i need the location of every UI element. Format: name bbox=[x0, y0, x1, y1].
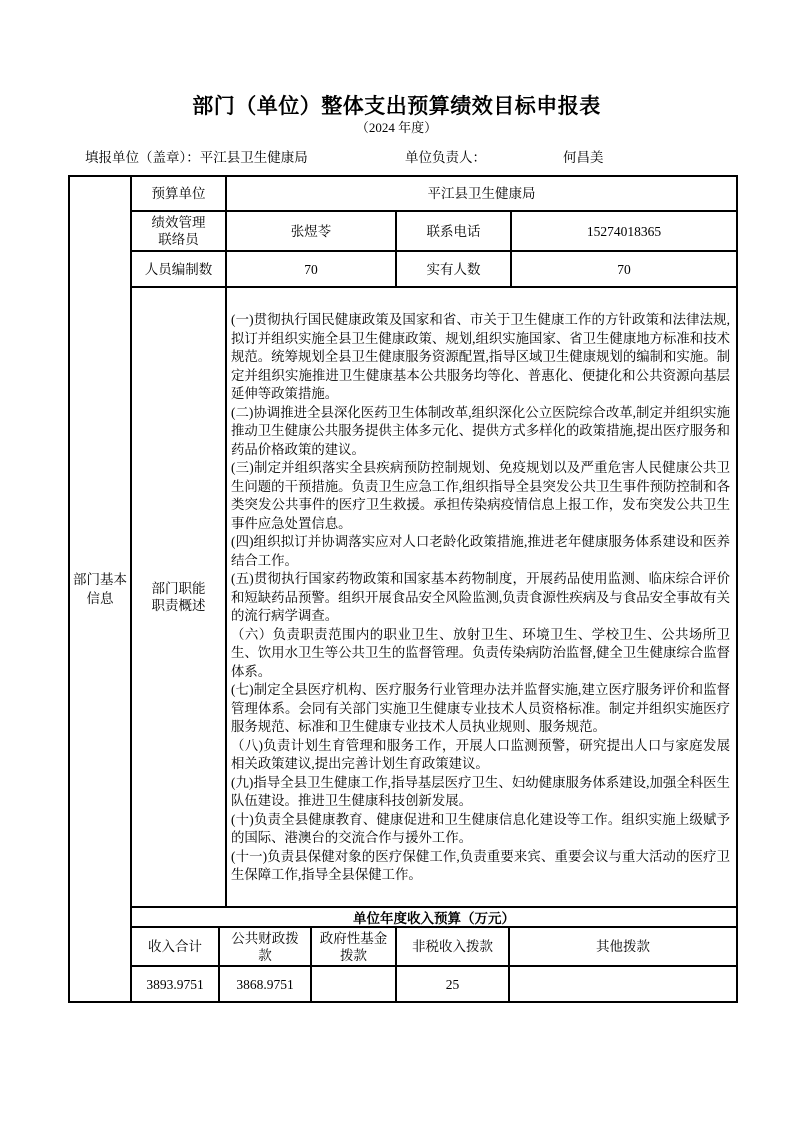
phone-label: 联系电话 bbox=[397, 212, 512, 250]
duties-paragraph: （六）负责职责范围内的职业卫生、放射卫生、环境卫生、学校卫生、公共场所卫生、饮用水卫生等公共卫生的监督管理。负责传染病防治监督,健全卫生健康综合监督体系。 bbox=[231, 626, 730, 679]
page-title: 部门（单位）整体支出预算绩效目标申报表 bbox=[192, 94, 601, 118]
fill-unit-label: 填报单位（盖章）： bbox=[85, 150, 200, 165]
income-section-header: 单位年度收入预算（万元） bbox=[132, 908, 736, 928]
phone-value: 15274018365 bbox=[586, 223, 662, 239]
table-row-staffing bbox=[132, 252, 736, 288]
table-row-budget-unit bbox=[132, 177, 736, 212]
income-column-headers bbox=[132, 928, 736, 967]
table-body bbox=[132, 177, 736, 1001]
liaison-label-text: 绩效管理联络员 bbox=[151, 215, 206, 247]
income-col-gov-fund: 政府性基金拨款 bbox=[312, 928, 397, 965]
income-public-finance-value: 3868.9751 bbox=[220, 967, 312, 1001]
page-subtitle: （2024 年度） bbox=[355, 120, 438, 135]
liaison-value: 张煜苓 bbox=[227, 212, 397, 250]
income-nontax-value: 25 bbox=[397, 967, 510, 1001]
liaison-label bbox=[132, 212, 227, 250]
duties-label bbox=[132, 288, 227, 906]
duties-paragraph: (三)制定并组织落实全县疾病预防控制规划、免疫规划以及严重危害人民健康公共卫生问题的干预措施。负责卫生应急工作,组织指导全县突发公共卫生事件预防控制和各类突发公共事件的医疗卫生救援。承担传染病疫情信息上报工作，发布突发公共卫生事件应急处置信息。 bbox=[231, 460, 730, 531]
form-table bbox=[68, 175, 738, 1003]
actual-staff-value: 70 bbox=[617, 261, 631, 277]
income-values-row bbox=[132, 967, 736, 1001]
income-col-public-finance: 公共财政拨款 bbox=[220, 928, 312, 965]
income-col-other: 其他拨款 bbox=[596, 939, 650, 954]
duties-paragraph: (二)协调推进全县深化医药卫生体制改革,组织深化公立医院综合改革,制定并组织实施推动卫生健康公共服务提供主体多元化、提供方式多样化的政策措施,提出医疗服务和药品价格政策的建议。 bbox=[231, 404, 730, 457]
duties-paragraph: (七)制定全县医疗机构、医疗服务行业管理办法并监督实施,建立医疗服务评价和监督管理体系。会同有关部门实施卫生健康专业技术人员资格标准。制定并组织实施医疗服务规范、标准和卫生健康专业技术人员执业规则、服务规范。 bbox=[231, 682, 730, 734]
duties-paragraph: (九)指导全县卫生健康工作,指导基层医疗卫生、妇幼健康服务体系建设,加强全科医生队伍建设。推进卫生健康科技创新发展。 bbox=[231, 774, 730, 808]
fill-unit bbox=[85, 146, 308, 166]
table-row-duties bbox=[132, 288, 736, 908]
responsible-value: 何昌美 bbox=[563, 150, 604, 165]
duties-paragraph: (十一)负责县保健对象的医疗保健工作,负责重要来宾、重要会议与重大活动的医疗卫生保障工作,指导全县保健工作。 bbox=[231, 848, 730, 882]
staffing-label: 人员编制数 bbox=[132, 252, 227, 286]
fill-unit-value: 平江县卫生健康局 bbox=[199, 150, 308, 165]
income-total-value: 3893.9751 bbox=[132, 967, 220, 1001]
duties-paragraph: (四)组织拟订并协调落实应对人口老龄化政策措施,推进老年健康服务体系建设和医养结合工作。 bbox=[231, 534, 730, 568]
section-basic-info-text: 部门基本信息 bbox=[73, 572, 127, 606]
duties-paragraph: (十)负责全县健康教育、健康促进和卫生健康信息化建设等工作。组织实施上级赋予的国际、港澳台的交流合作与援外工作。 bbox=[231, 811, 730, 845]
budget-unit-value: 平江县卫生健康局 bbox=[427, 186, 536, 201]
income-other-value bbox=[510, 967, 736, 1001]
duties-label-text: 部门职能职责概述 bbox=[151, 581, 206, 613]
table-row-liaison bbox=[132, 212, 736, 252]
income-gov-fund-value bbox=[312, 967, 397, 1001]
actual-staff-label: 实有人数 bbox=[397, 252, 512, 286]
duties-paragraph: (五)贯彻执行国家药物政策和国家基本药物制度，开展药品使用监测、临床综合评价和短缺药品预警。组织开展食品安全风险监测,负责食源性疾病及与食品安全事故有关的流行病学调查。 bbox=[231, 571, 730, 623]
staffing-value: 70 bbox=[227, 252, 397, 286]
duties-paragraph: (一)贯彻执行国民健康政策及国家和省、市关于卫生健康工作的方针政策和法律法规,拟订并组织实施全县卫生健康政策、规划,组织实施国家、省卫生健康地方标准和技术规范。统筹规划全县卫生健康服务资源配置,指导区域卫生健康规划的编制和实施。制定并组织实施推进卫生健康基本公共服务均等化、普惠化、便捷化和公共资源向基层延伸等政策措施。 bbox=[231, 312, 730, 401]
income-col-nontax: 非税收入拨款 bbox=[397, 928, 510, 965]
section-basic-info-label bbox=[70, 177, 132, 1001]
budget-unit-label: 预算单位 bbox=[132, 177, 227, 210]
responsible-label: 单位负责人： bbox=[405, 150, 486, 165]
duties-paragraph: （八)负责计划生育管理和服务工作，开展人口监测预警，研究提出人口与家庭发展相关政策建议,提出完善计划生育政策建议。 bbox=[231, 737, 730, 771]
duties-text bbox=[227, 288, 736, 906]
income-col-total: 收入合计 bbox=[132, 928, 220, 965]
